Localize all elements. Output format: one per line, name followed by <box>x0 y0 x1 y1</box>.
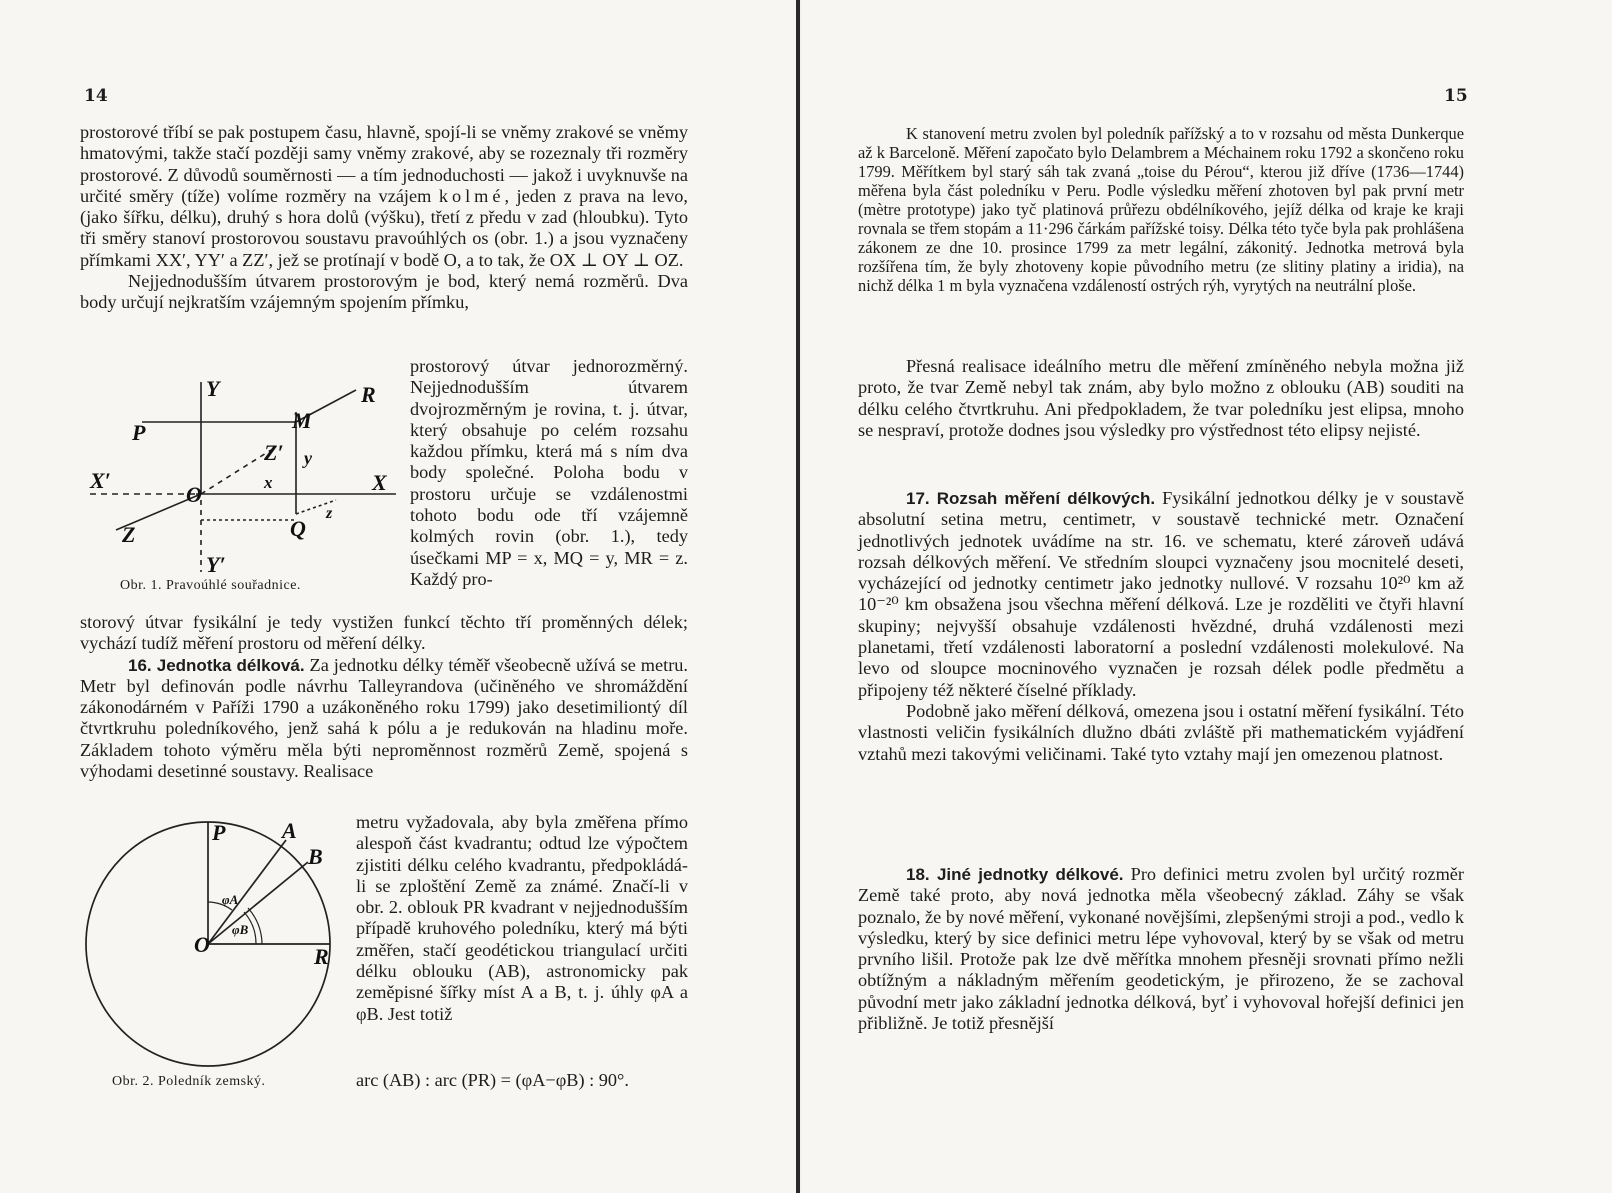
paragraph-meter-realisation: Přesná realisace ideálního metru dle měření zmíněného nebyla možna již proto, že tvar Země nebyl tak znám, aby bylo možno z oblouku (AB) souditi na délku celého čtvrtkruhu. Ani předpokladem, že tvar poledníku jest elipsa, mnoho se nespraví, protože dodnes jsou výsledky pro výstřednost této elipsy nejisté. <box>858 356 1464 440</box>
paragraph-point-line: Nejjednodušším útvarem prostorovým je bod, který nemá rozměrů. Dva body určují nejkratším vzájemným spojením přímku, <box>80 271 688 313</box>
fig1-label-Y-prime: Y′ <box>206 552 226 577</box>
section-17-heading: 17. Rozsah měření délkových. <box>906 489 1156 508</box>
paragraph-meter-history: K stanovení metru zvolen byl poledník pařížský a to v rozsahu od města Dunkerque až k Barceloně. Měření započato bylo Delambrem a Méchainem roku 1792 a skončeno roku 1799. Měřítkem byl starý sáh tak zvaná „toise du Pérou“, kterou již dříve (1736—1744) měřena byla část poledníku v Peru. Podle výsledku měření zhotoven byl pak první metr (mètre prototype) jako tyč platinová průřezu obdélníkového, jejíž délka od kraje ke kraji rovnala se třem stopám a 11·296 čárkám pařížské toisy. Délka této tyče byla pak prohlášena zákonem ze dne 10. prosince 1799 za metr legální, zákonitý. Jednotka metrová byla rozšířena tím, že byly zhotoveny kopie původního metru (ze slitiny platiny a iridia), na nichž délka 1 m byla vyznačena vzdáleností ostrých rýh, vyrytých na neutrální ploše. <box>858 124 1464 295</box>
fig2-label-phi-a: φA <box>222 892 239 907</box>
angle-arc-b <box>248 908 262 944</box>
figure-coordinates <box>86 372 404 584</box>
section-17-text: Fysikální jednotkou délky je v soustavě absolutní setina metru, centimetr, v soustavě technické metr. Označení jednotlivých jednotek uvádíme na str. 16. ve schematu, které zároveň udává rozsah délkových měření. Ve středním sloupci vyznačeny jsou mocnitelé deseti, vycházející od jednotky centimetr jako jednotky nullové. V rozsahu 10²⁰ km až 10⁻²⁰ km obsažena jsou všechna měření délková. Lze je rozděliti ve čtyři hlavní skupiny; nejvyšší obsahuje vzdálenosti hvězdné, druhá vzdálenosti mezi planetami, třetí vzdálenosti laboratorní a poslední vzdálenosti molekulové. Na levo od sloupce mocninového vyznačen je rozsah délek podle předmětu a připojeny též některé číselné příklady. <box>858 488 1464 700</box>
left-page <box>0 0 800 1193</box>
fig2-label-phi-b: φB <box>232 922 249 937</box>
page-number-left: 14 <box>84 86 108 106</box>
intro-paragraph: prostorové tříbí se pak postupem času, hlavně, spojí-li se vněmy zrakové se vněmy hmatovými, takže stačí později samy vněmy zrakové, aby se rozeznaly tři rozměry prostorové. Z důvodů souměrnosti — a tím jednoduchosti — jakož i uvyknuvše na určité směry (tíže) volíme rozměry na vzájem kolmé, jeden z prava na levo, (jako šířku, délku), druhý s hora dolů (výšku), třetí z předu v zad (hloubku). Tyto tři směry stanoví prostorovou soustavu pravoúhlých os (obr. 1.) a jsou vyznačeny přímkami XX′, YY′ a ZZ′, jež se protínají v bodě O, a to tak, že OX ⊥ OY ⊥ OZ. Nejjednodušším útvarem prostorovým je bod, který nemá rozměrů. Dva body určují nejkratším vzájemným spojením přímku, <box>80 122 688 313</box>
para2-end: storový útvar fysikální je tedy vystižen funkcí těchto tří proměnných délek; vychází tudíž měření prostoru od měření délky. <box>80 612 688 654</box>
fig2-label-O: O <box>194 932 210 957</box>
fig1-side-text: prostorový útvar jednorozměrný. Nejjednodušším útvarem dvojrozměrným je rovina, t. j. útvar, který obsahuje po celém rozsahu každou přímku, která má s ním dva body společné. Poloha bodu v prostoru určuje se vzdálenostmi tohoto bodu ode tří vzájemně kolmých rovin (obr. 1.), tedy úsečkami MP = x, MQ = y, MR = z. Každý pro- <box>410 356 688 589</box>
formula: arc (AB) : arc (PR) = (φA−φB) : 90°. <box>356 1070 629 1090</box>
paragraph-other-measurements: Podobně jako měření délková, omezena jsou i ostatní měření fysikální. Této vlastnosti veličin fysikálních dlužno dbáti zvláště při mathematickém vyjádření vztahů mezi takovými veličinami. Také tyto vztahy mají jen omezenou platnost. <box>858 700 1464 764</box>
fig1-label-Z-prime: Z′ <box>264 440 284 465</box>
fig1-label-x: x <box>264 473 273 492</box>
fig1-label-Z: Z <box>122 522 136 547</box>
fig2-caption: Obr. 2. Poledník zemský. <box>112 1074 266 1089</box>
fig2-label-A: A <box>282 818 297 843</box>
fig1-label-P: P <box>132 420 146 445</box>
figure-meridian <box>76 818 346 1070</box>
section-16-text: Za jednotku délky téměř všeobecně užívá se metru. Metr byl definován podle návrhu Talleyrandova (učiněného ve shromáždění zákonodárném v Paříži 1790 a uzákoněného roku 1799) jako desetimiliontý díl čtvrtkruhu poledníkového, jenž sahá k pólu a je redukován na hladinu moře. Základem tohoto výměru měla býti neproměnnost rozměrů Země, spojená s výhodami desetinné soustavy. Realisace <box>80 654 688 782</box>
right-page <box>802 0 1612 1193</box>
z-axis-dashed <box>201 450 271 494</box>
fig1-label-z: z <box>326 505 333 522</box>
fig2-label-P: P <box>212 820 226 845</box>
fig1-label-X: X <box>372 470 387 495</box>
section-18-text: Pro definici metru zvolen byl určitý rozměr Země také proto, aby nová jednotka měla všeobecný základ. Záhy se však poznalo, že by nové měření, vykonané novějšími, zlepšenými stroji a pod., vedlo k výsledku, který by sice definici metru lépe vyhovoval, který by se však od metru prvního lišil. Protože pak lze dvě měřítka mnohem přesněji srovnati přímo nežli obtížným a nákladným měřením geodetickým, je přirozeno, že se zachoval původní metr jako základní jednotka délková, byť i vyhovoval hořejší definici jen přibližně. Je totiž přesnější <box>858 864 1464 1034</box>
fig1-label-Q: Q <box>290 516 306 541</box>
fig1-caption: Obr. 1. Pravoúhlé souřadnice. <box>120 578 301 593</box>
fig1-label-O: O <box>186 482 202 507</box>
fig2-label-B: B <box>308 844 323 869</box>
section-18-heading: 18. Jiné jednotky délkové. <box>906 865 1124 884</box>
fig1-label-R: R <box>361 382 376 407</box>
fig1-label-X-prime: X′ <box>90 468 111 493</box>
section-16-heading: 16. Jednotka délková. <box>128 655 305 675</box>
fig1-label-Y: Y <box>206 376 220 401</box>
fig2-side-text: metru vyžadovala, aby byla změřena přímo alespoň část kvadrantu; odtud lze výpočtem zjistiti délku celého kvadrantu, předpokládá-li se zploštění Země za známé. Značí-li v obr. 2. oblouk PR kvadrant v nejjednodušším případě kruhového poledníku, který má býti změřen, stačí geodétickou triangulací určiti délku oblouku (AB), astronomicky pak zeměpisné šířky míst A a B, t. j. úhly φA a φB. Jest totiž <box>356 812 688 1024</box>
fig1-label-y: y <box>304 448 312 468</box>
fig2-label-R: R <box>314 944 329 969</box>
section-17-block <box>858 488 1464 765</box>
section-18-block <box>858 864 1464 1034</box>
book-gutter <box>796 0 800 1193</box>
fig1-label-M: M <box>292 408 312 433</box>
section-16-block <box>80 612 688 782</box>
page-number-right: 15 <box>1444 86 1468 106</box>
